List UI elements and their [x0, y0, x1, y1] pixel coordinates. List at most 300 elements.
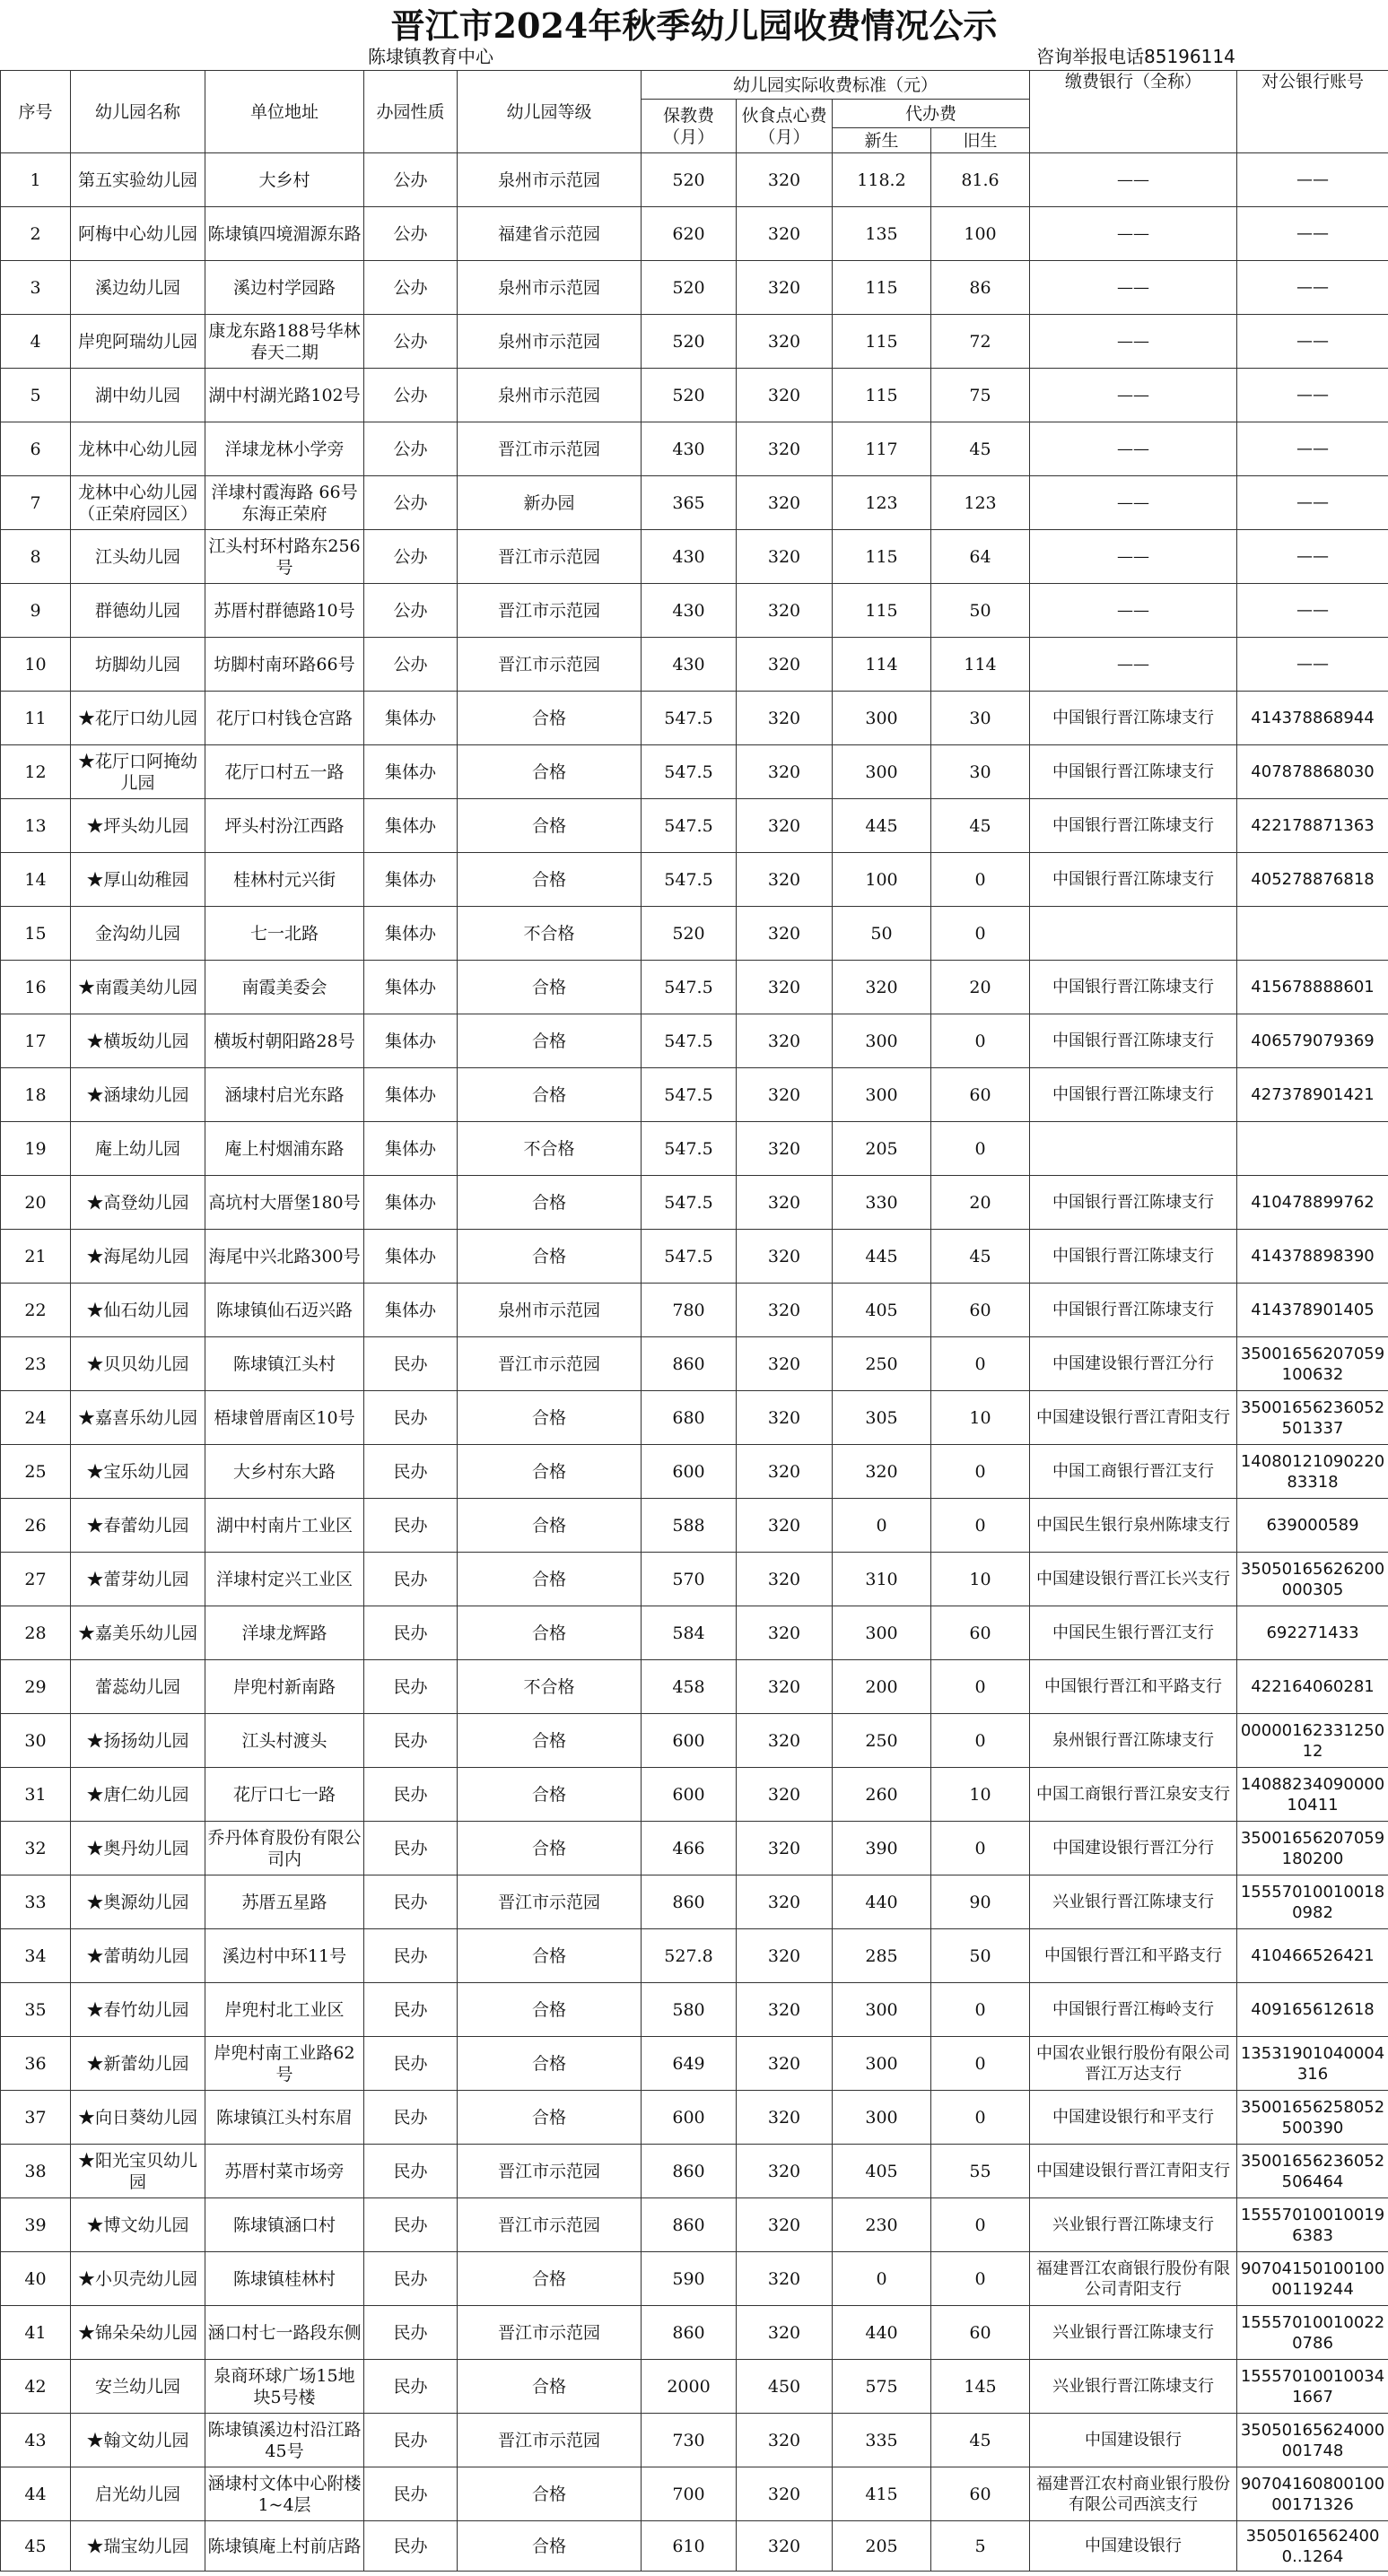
cell-grade: 合格 [458, 1822, 642, 1875]
hotline-label: 咨询举报电话85196114 [1036, 46, 1235, 67]
cell-account: 422178871363 [1237, 799, 1388, 853]
cell-address: 陈埭镇庵上村前店路 [205, 2521, 364, 2572]
table-row [1, 1929, 1388, 1983]
cell-name: ★春蕾幼儿园 [71, 1499, 205, 1553]
cell-old-fee: 123 [931, 476, 1030, 530]
cell-name: 启光幼儿园 [71, 2467, 205, 2521]
cell-old-fee: 0 [931, 1660, 1030, 1714]
cell-tuition: 610 [642, 2521, 737, 2572]
cell-account [1237, 907, 1388, 961]
cell-seq: 5 [1, 369, 71, 422]
cell-seq: 44 [1, 2467, 71, 2521]
cell-bank: 中国建设银行晋江青阳支行 [1030, 1391, 1237, 1445]
table-row [1, 2091, 1388, 2145]
cell-name: 龙林中心幼儿园 [71, 422, 205, 476]
cell-meals: 320 [737, 530, 833, 584]
cell-address: 坪头村汾江西路 [205, 799, 364, 853]
table-row [1, 638, 1388, 692]
cell-tuition: 547.5 [642, 799, 737, 853]
cell-tuition: 430 [642, 422, 737, 476]
cell-grade: 晋江市示范园 [458, 530, 642, 584]
cell-account: 422164060281 [1237, 1660, 1388, 1714]
cell-bank: 中国农业银行股份有限公司晋江万达支行 [1030, 2037, 1237, 2091]
cell-name: ★蕾芽幼儿园 [71, 1553, 205, 1606]
cell-name: 江头幼儿园 [71, 530, 205, 584]
cell-seq: 4 [1, 315, 71, 369]
cell-address: 涵埭村文体中心附楼1~4层 [205, 2467, 364, 2521]
table-row [1, 2252, 1388, 2306]
cell-new-fee: 575 [833, 2360, 931, 2414]
cell-account: 155570100100196383 [1237, 2198, 1388, 2252]
cell-address: 湖中村南片工业区 [205, 1499, 364, 1553]
cell-seq: 27 [1, 1553, 71, 1606]
cell-nature: 民办 [364, 2252, 458, 2306]
cell-meals: 320 [737, 1875, 833, 1929]
cell-old-fee: 64 [931, 530, 1030, 584]
table-row [1, 315, 1388, 369]
cell-name: ★花厅口幼儿园 [71, 692, 205, 745]
header-fee-group: 幼儿园实际收费标准（元） [642, 71, 1030, 100]
cell-seq: 29 [1, 1660, 71, 1714]
cell-nature: 集体办 [364, 745, 458, 799]
cell-seq: 13 [1, 799, 71, 853]
cell-old-fee: 0 [931, 1337, 1030, 1391]
cell-nature: 民办 [364, 1822, 458, 1875]
cell-name: ★新蕾幼儿园 [71, 2037, 205, 2091]
cell-account: 409165612618 [1237, 1983, 1388, 2037]
cell-name: ★蕾萌幼儿园 [71, 1929, 205, 1983]
cell-old-fee: 10 [931, 1768, 1030, 1822]
cell-seq: 9 [1, 584, 71, 638]
cell-old-fee: 60 [931, 1068, 1030, 1122]
cell-seq: 40 [1, 2252, 71, 2306]
cell-new-fee: 250 [833, 1337, 931, 1391]
cell-tuition: 527.8 [642, 1929, 737, 1983]
cell-account: 415678888601 [1237, 961, 1388, 1014]
cell-bank: —— [1030, 476, 1237, 530]
cell-nature: 公办 [364, 638, 458, 692]
cell-address: 苏厝村菜市场旁 [205, 2145, 364, 2198]
header-bank: 缴费银行（全称） [1030, 71, 1237, 153]
cell-grade: 合格 [458, 2360, 642, 2414]
cell-account: —— [1237, 369, 1388, 422]
cell-new-fee: 415 [833, 2467, 931, 2521]
table-row [1, 799, 1388, 853]
cell-seq: 20 [1, 1176, 71, 1230]
cell-new-fee: 115 [833, 530, 931, 584]
header-nature: 办园性质 [364, 71, 458, 153]
cell-new-fee: 115 [833, 261, 931, 315]
cell-new-fee: 300 [833, 2037, 931, 2091]
cell-name: ★厚山幼稚园 [71, 853, 205, 907]
cell-seq: 35 [1, 1983, 71, 2037]
cell-old-fee: 0 [931, 2037, 1030, 2091]
cell-nature: 民办 [364, 1337, 458, 1391]
cell-grade: 晋江市示范园 [458, 2198, 642, 2252]
cell-address: 涵口村七一路段东侧 [205, 2306, 364, 2360]
cell-seq: 26 [1, 1499, 71, 1553]
cell-nature: 公办 [364, 476, 458, 530]
cell-grade: 不合格 [458, 1122, 642, 1176]
cell-bank: —— [1030, 369, 1237, 422]
cell-grade: 合格 [458, 1768, 642, 1822]
cell-meals: 320 [737, 2037, 833, 2091]
cell-address: 海尾中兴北路300号 [205, 1230, 364, 1284]
cell-name: 岸兜阿瑞幼儿园 [71, 315, 205, 369]
cell-bank: 中国民生银行泉州陈埭支行 [1030, 1499, 1237, 1553]
cell-name: ★春竹幼儿园 [71, 1983, 205, 2037]
cell-bank: 兴业银行晋江陈埭支行 [1030, 2198, 1237, 2252]
cell-old-fee: 0 [931, 2091, 1030, 2145]
cell-address: 七一北路 [205, 907, 364, 961]
cell-bank: 中国银行晋江陈埭支行 [1030, 1230, 1237, 1284]
cell-seq: 7 [1, 476, 71, 530]
cell-tuition: 547.5 [642, 1068, 737, 1122]
cell-address: 岸兜村南工业路62号 [205, 2037, 364, 2091]
cell-bank: 中国银行晋江和平路支行 [1030, 1929, 1237, 1983]
header-grade: 幼儿园等级 [458, 71, 642, 153]
cell-tuition: 588 [642, 1499, 737, 1553]
cell-grade: 合格 [458, 2467, 642, 2521]
cell-account: 0000016233125012 [1237, 1714, 1388, 1768]
cell-name: 第五实验幼儿园 [71, 153, 205, 207]
table-row [1, 2467, 1388, 2521]
cell-grade: 泉州市示范园 [458, 261, 642, 315]
table-row [1, 530, 1388, 584]
cell-name: ★贝贝幼儿园 [71, 1337, 205, 1391]
cell-nature: 集体办 [364, 1284, 458, 1337]
cell-grade: 晋江市示范园 [458, 638, 642, 692]
cell-grade: 合格 [458, 1014, 642, 1068]
cell-account: —— [1237, 422, 1388, 476]
table-row [1, 692, 1388, 745]
cell-grade: 泉州市示范园 [458, 153, 642, 207]
cell-grade: 合格 [458, 1176, 642, 1230]
cell-meals: 450 [737, 2360, 833, 2414]
cell-meals: 320 [737, 2306, 833, 2360]
cell-bank: 兴业银行晋江陈埭支行 [1030, 1875, 1237, 1929]
cell-bank: 中国银行晋江陈埭支行 [1030, 1176, 1237, 1230]
cell-meals: 320 [737, 1122, 833, 1176]
cell-name: ★涵埭幼儿园 [71, 1068, 205, 1122]
cell-nature: 集体办 [364, 1230, 458, 1284]
cell-nature: 民办 [364, 2521, 458, 2572]
cell-meals: 320 [737, 1284, 833, 1337]
cell-nature: 民办 [364, 2467, 458, 2521]
cell-seq: 10 [1, 638, 71, 692]
cell-meals: 320 [737, 2414, 833, 2467]
cell-seq: 45 [1, 2521, 71, 2572]
cell-new-fee: 440 [833, 2306, 931, 2360]
cell-meals: 320 [737, 1714, 833, 1768]
cell-bank: 中国工商银行晋江泉安支行 [1030, 1768, 1237, 1822]
cell-account: 155570100100341667 [1237, 2360, 1388, 2414]
cell-tuition: 580 [642, 1983, 737, 2037]
cell-address: 高坑村大厝堡180号 [205, 1176, 364, 1230]
cell-old-fee: 45 [931, 799, 1030, 853]
cell-grade: 合格 [458, 2252, 642, 2306]
cell-bank: —— [1030, 207, 1237, 261]
cell-new-fee: 300 [833, 1606, 931, 1660]
cell-seq: 31 [1, 1768, 71, 1822]
cell-address: 江头村渡头 [205, 1714, 364, 1768]
header-name: 幼儿园名称 [71, 71, 205, 153]
cell-address: 庵上村烟浦东路 [205, 1122, 364, 1176]
cell-meals: 320 [737, 638, 833, 692]
cell-name: ★嘉美乐幼儿园 [71, 1606, 205, 1660]
cell-nature: 民办 [364, 1499, 458, 1553]
cell-bank: 中国民生银行晋江支行 [1030, 1606, 1237, 1660]
cell-nature: 集体办 [364, 1176, 458, 1230]
cell-old-fee: 0 [931, 1822, 1030, 1875]
cell-meals: 320 [737, 1068, 833, 1122]
cell-address: 陈埭镇溪边村沿江路45号 [205, 2414, 364, 2467]
cell-grade: 晋江市示范园 [458, 2145, 642, 2198]
cell-new-fee: 440 [833, 1875, 931, 1929]
cell-address: 陈埭镇四境湄源东路 [205, 207, 364, 261]
cell-name: 群德幼儿园 [71, 584, 205, 638]
cell-bank: 中国银行晋江陈埭支行 [1030, 961, 1237, 1014]
cell-address: 洋埭村定兴工业区 [205, 1553, 364, 1606]
cell-tuition: 547.5 [642, 1122, 737, 1176]
cell-new-fee: 0 [833, 1499, 931, 1553]
cell-meals: 320 [737, 422, 833, 476]
cell-account: —— [1237, 584, 1388, 638]
cell-old-fee: 60 [931, 1284, 1030, 1337]
cell-seq: 16 [1, 961, 71, 1014]
cell-account: 9070415010010000119244 [1237, 2252, 1388, 2306]
cell-meals: 320 [737, 961, 833, 1014]
cell-meals: 320 [737, 799, 833, 853]
cell-nature: 公办 [364, 530, 458, 584]
cell-bank: 中国银行晋江陈埭支行 [1030, 799, 1237, 853]
cell-tuition: 780 [642, 1284, 737, 1337]
header-seq: 序号 [1, 71, 71, 153]
cell-tuition: 520 [642, 315, 737, 369]
cell-address: 康龙东路188号华林春天二期 [205, 315, 364, 369]
table-row [1, 1822, 1388, 1875]
cell-seq: 38 [1, 2145, 71, 2198]
cell-meals: 320 [737, 1445, 833, 1499]
cell-nature: 民办 [364, 1660, 458, 1714]
cell-seq: 22 [1, 1284, 71, 1337]
table-row [1, 1284, 1388, 1337]
cell-bank: 中国银行晋江陈埭支行 [1030, 853, 1237, 907]
cell-account: —— [1237, 261, 1388, 315]
cell-name: 龙林中心幼儿园（正荣府园区） [71, 476, 205, 530]
cell-meals: 320 [737, 584, 833, 638]
cell-account: —— [1237, 153, 1388, 207]
cell-bank: —— [1030, 315, 1237, 369]
cell-grade: 合格 [458, 1499, 642, 1553]
cell-meals: 320 [737, 853, 833, 907]
cell-old-fee: 0 [931, 2198, 1030, 2252]
cell-old-fee: 86 [931, 261, 1030, 315]
cell-nature: 民办 [364, 1768, 458, 1822]
cell-meals: 320 [737, 2252, 833, 2306]
cell-account: 35050165624000001748 [1237, 2414, 1388, 2467]
cell-name: 湖中幼儿园 [71, 369, 205, 422]
cell-old-fee: 60 [931, 2467, 1030, 2521]
cell-tuition: 430 [642, 530, 737, 584]
cell-address: 大乡村 [205, 153, 364, 207]
cell-account: 35001656258052500390 [1237, 2091, 1388, 2145]
cell-account: 9070416080010000171326 [1237, 2467, 1388, 2521]
cell-name: ★奥源幼儿园 [71, 1875, 205, 1929]
cell-seq: 11 [1, 692, 71, 745]
cell-old-fee: 0 [931, 1014, 1030, 1068]
cell-bank: 中国建设银行 [1030, 2414, 1237, 2467]
cell-old-fee: 90 [931, 1875, 1030, 1929]
cell-grade: 合格 [458, 1606, 642, 1660]
cell-bank: —— [1030, 422, 1237, 476]
table-row [1, 1714, 1388, 1768]
cell-address: 花厅口村五一路 [205, 745, 364, 799]
cell-address: 岸兜村北工业区 [205, 1983, 364, 2037]
cell-seq: 23 [1, 1337, 71, 1391]
cell-bank: 中国建设银行晋江分行 [1030, 1337, 1237, 1391]
header-old-student: 旧生 [931, 128, 1030, 153]
cell-meals: 320 [737, 369, 833, 422]
cell-seq: 14 [1, 853, 71, 907]
cell-tuition: 458 [642, 1660, 737, 1714]
cell-old-fee: 50 [931, 584, 1030, 638]
cell-account: 407878868030 [1237, 745, 1388, 799]
cell-grade: 合格 [458, 1068, 642, 1122]
table-row [1, 1122, 1388, 1176]
cell-bank: 中国银行晋江陈埭支行 [1030, 1068, 1237, 1122]
cell-old-fee: 0 [931, 1122, 1030, 1176]
cell-nature: 民办 [364, 1714, 458, 1768]
cell-address: 溪边村学园路 [205, 261, 364, 315]
cell-seq: 43 [1, 2414, 71, 2467]
cell-bank: —— [1030, 530, 1237, 584]
header-address: 单位地址 [205, 71, 364, 153]
cell-new-fee: 0 [833, 2252, 931, 2306]
cell-account [1237, 1122, 1388, 1176]
cell-account: 35050165624000..1264 [1237, 2521, 1388, 2572]
cell-old-fee: 60 [931, 2306, 1030, 2360]
table-row [1, 745, 1388, 799]
cell-account: 1408012109022083318 [1237, 1445, 1388, 1499]
header-agency: 代办费 [833, 100, 1030, 128]
cell-tuition: 584 [642, 1606, 737, 1660]
cell-tuition: 600 [642, 1714, 737, 1768]
cell-grade: 合格 [458, 692, 642, 745]
cell-new-fee: 335 [833, 2414, 931, 2467]
cell-name: ★阳光宝贝幼儿园 [71, 2145, 205, 2198]
cell-tuition: 547.5 [642, 1230, 737, 1284]
cell-old-fee: 0 [931, 2252, 1030, 2306]
cell-tuition: 649 [642, 2037, 737, 2091]
cell-address: 洋埭村霞海路 66号东海正荣府 [205, 476, 364, 530]
cell-account: 414378898390 [1237, 1230, 1388, 1284]
cell-account: —— [1237, 315, 1388, 369]
cell-tuition: 520 [642, 907, 737, 961]
cell-nature: 集体办 [364, 1014, 458, 1068]
cell-nature: 民办 [364, 2091, 458, 2145]
cell-account: 1408823409000010411 [1237, 1768, 1388, 1822]
table-row [1, 1875, 1388, 1929]
cell-old-fee: 55 [931, 2145, 1030, 2198]
cell-seq: 1 [1, 153, 71, 207]
cell-old-fee: 0 [931, 907, 1030, 961]
cell-old-fee: 60 [931, 1606, 1030, 1660]
cell-seq: 33 [1, 1875, 71, 1929]
cell-name: 坊脚幼儿园 [71, 638, 205, 692]
fee-table [0, 70, 1388, 2572]
cell-meals: 320 [737, 1660, 833, 1714]
table-row [1, 1391, 1388, 1445]
cell-grade: 福建省示范园 [458, 207, 642, 261]
subtitle-row [0, 43, 1388, 70]
cell-new-fee: 117 [833, 422, 931, 476]
cell-nature: 公办 [364, 207, 458, 261]
cell-old-fee: 100 [931, 207, 1030, 261]
cell-new-fee: 205 [833, 1122, 931, 1176]
cell-bank: 中国工商银行晋江支行 [1030, 1445, 1237, 1499]
cell-address: 苏厝村群德路10号 [205, 584, 364, 638]
cell-name: 溪边幼儿园 [71, 261, 205, 315]
cell-address: 南霞美委会 [205, 961, 364, 1014]
cell-account: 35001656207059180200 [1237, 1822, 1388, 1875]
cell-old-fee: 114 [931, 638, 1030, 692]
cell-bank: 福建晋江农村商业银行股份有限公司西滨支行 [1030, 2467, 1237, 2521]
cell-grade: 不合格 [458, 1660, 642, 1714]
cell-bank: 中国建设银行晋江长兴支行 [1030, 1553, 1237, 1606]
cell-tuition: 547.5 [642, 745, 737, 799]
cell-tuition: 680 [642, 1391, 737, 1445]
cell-tuition: 860 [642, 1337, 737, 1391]
cell-tuition: 600 [642, 2091, 737, 2145]
table-row [1, 907, 1388, 961]
cell-account: 692271433 [1237, 1606, 1388, 1660]
header-tuition: 保教费（月） [642, 100, 737, 153]
cell-grade: 晋江市示范园 [458, 1875, 642, 1929]
cell-account: —— [1237, 530, 1388, 584]
cell-address: 陈埭镇仙石迈兴路 [205, 1284, 364, 1337]
cell-address: 花厅口村钱仓宫路 [205, 692, 364, 745]
cell-nature: 公办 [364, 261, 458, 315]
cell-new-fee: 300 [833, 692, 931, 745]
table-row [1, 422, 1388, 476]
cell-tuition: 730 [642, 2414, 737, 2467]
cell-name: ★唐仁幼儿园 [71, 1768, 205, 1822]
cell-new-fee: 118.2 [833, 153, 931, 207]
cell-old-fee: 30 [931, 692, 1030, 745]
cell-grade: 泉州市示范园 [458, 315, 642, 369]
cell-account: —— [1237, 476, 1388, 530]
cell-grade: 合格 [458, 1714, 642, 1768]
cell-nature: 集体办 [364, 961, 458, 1014]
cell-old-fee: 75 [931, 369, 1030, 422]
cell-seq: 8 [1, 530, 71, 584]
cell-account: 35050165626200000305 [1237, 1553, 1388, 1606]
cell-seq: 3 [1, 261, 71, 315]
cell-new-fee: 405 [833, 2145, 931, 2198]
cell-nature: 民办 [364, 2414, 458, 2467]
table-row [1, 476, 1388, 530]
cell-new-fee: 320 [833, 961, 931, 1014]
cell-tuition: 590 [642, 2252, 737, 2306]
table-header [1, 71, 1388, 153]
cell-name: ★高登幼儿园 [71, 1176, 205, 1230]
cell-nature: 民办 [364, 2145, 458, 2198]
cell-old-fee: 0 [931, 1445, 1030, 1499]
cell-tuition: 700 [642, 2467, 737, 2521]
cell-name: ★仙石幼儿园 [71, 1284, 205, 1337]
cell-nature: 民办 [364, 1391, 458, 1445]
